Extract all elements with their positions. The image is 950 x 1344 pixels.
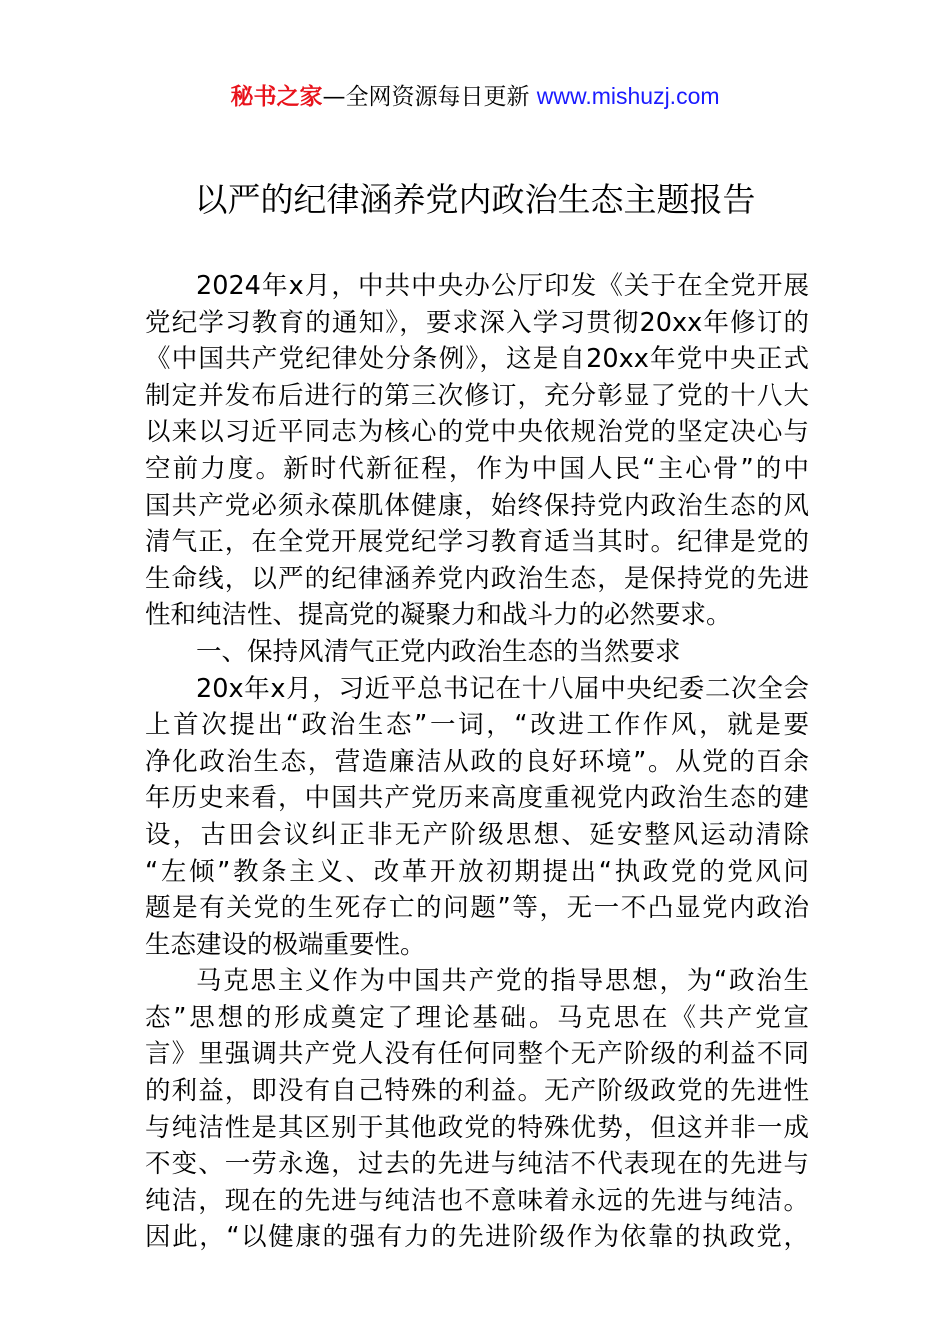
paragraph-line: 与纯洁性是其区别于其他政党的特殊优势，但这并非一成 xyxy=(145,1112,809,1143)
section-heading: 一、保持风清气正党内政治生态的当然要求 xyxy=(196,636,681,667)
paragraph-line: 清气正，在全党开展党纪学习教育适当其时。纪律是党的 xyxy=(145,527,809,558)
paragraph-line: 因此，“以健康的强有力的先进阶级作为依靠的执政党， xyxy=(145,1222,809,1253)
site-url-link[interactable]: www.mishuzj.com xyxy=(536,83,720,109)
paragraph-line: “左倾”教条主义、改革开放初期提出“执政党的党风问 xyxy=(145,856,809,887)
paragraph-line: 生态建设的极端重要性。 xyxy=(145,929,426,960)
paragraph-line: 年历史来看，中国共产党历来高度重视党内政治生态的建 xyxy=(145,783,809,814)
document-body xyxy=(145,268,809,1256)
paragraph-line: 设，古田会议纠正非无产阶级思想、延安整风运动清除 xyxy=(145,819,809,850)
paragraph-line: 性和纯洁性、提高党的凝聚力和战斗力的必然要求。 xyxy=(145,600,732,631)
paragraph-line: 题是有关党的生死存亡的问题”等，无一不凸显党内政治 xyxy=(145,893,809,924)
site-brand: 秘书之家 xyxy=(230,84,323,110)
document-title: 以严的纪律涵养党内政治生态主题报告 xyxy=(194,180,756,219)
paragraph-line: 马克思主义作为中国共产党的指导思想，为“政治生 xyxy=(196,966,809,997)
paragraph-line: 态”思想的形成奠定了理论基础。马克思在《共产党宣 xyxy=(145,1002,809,1033)
paragraph-line: 以来以习近平同志为核心的党中央依规治党的坚定决心与 xyxy=(145,417,809,448)
paragraph-line: 制定并发布后进行的第三次修订，充分彰显了党的十八大 xyxy=(145,380,809,411)
paragraph-line: 国共产党必须永葆肌体健康，始终保持党内政治生态的风 xyxy=(145,490,809,521)
paragraph-line: 纯洁，现在的先进与纯洁也不意味着永远的先进与纯洁。 xyxy=(145,1185,809,1216)
paragraph-line: 《中国共产党纪律处分条例》，这是自20xx年党中央正式 xyxy=(145,344,809,375)
paragraph-line: 净化政治生态，营造廉洁从政的良好环境”。从党的百余 xyxy=(145,746,809,777)
paragraph-line: 的利益，即没有自己特殊的利益。无产阶级政党的先进性 xyxy=(145,1076,809,1107)
paragraph-line: 上首次提出“政治生态”一词，“改进工作作风，就是要 xyxy=(145,710,809,741)
paragraph-line: 不变、一劳永逸，过去的先进与纯洁不代表现在的先进与 xyxy=(145,1149,809,1180)
paragraph-line: 言》里强调共产党人没有任何同整个无产阶级的利益不同 xyxy=(145,1039,809,1070)
paragraph-line: 2024年x月，中共中央办公厅印发《关于在全党开展 xyxy=(196,271,809,301)
paragraph-line: 20x年x月，习近平总书记在十八届中央纪委二次全会 xyxy=(196,673,809,704)
site-tagline: —全网资源每日更新 xyxy=(322,84,537,110)
site-header xyxy=(0,80,950,113)
paragraph-line: 空前力度。新时代新征程，作为中国人民“主心骨”的中 xyxy=(145,453,809,484)
paragraph-line: 党纪学习教育的通知》，要求深入学习贯彻20xx年修订的 xyxy=(145,307,809,338)
paragraph-line: 生命线，以严的纪律涵养党内政治生态，是保持党的先进 xyxy=(145,563,809,594)
